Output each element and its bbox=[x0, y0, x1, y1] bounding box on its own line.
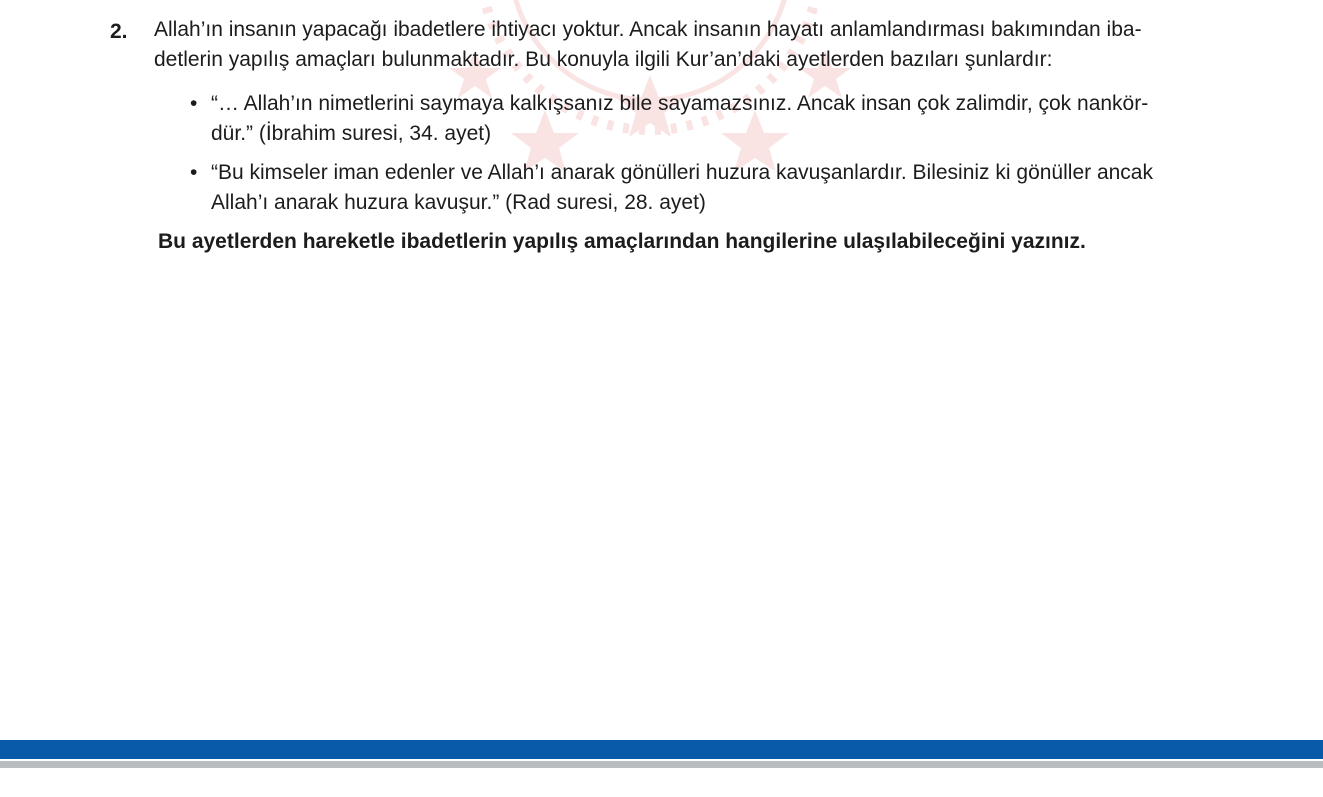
verse-text-line: “Bu kimseler iman edenler ve Allah’ı anarak gönülleri huzura kavuşanlardır. Bilesiniz ki gönüller ancak bbox=[211, 161, 1153, 184]
question-prompt: Bu ayetlerden hareketle ibadetlerin yapılış amaçlarından hangilerine ulaşılabileceğini yazınız. bbox=[158, 230, 1086, 253]
verse-text bbox=[211, 158, 1153, 218]
footer-divider bbox=[0, 761, 1323, 768]
question-number: 2. bbox=[110, 20, 128, 43]
verse-text-line: “… Allah’ın nimetlerini saymaya kalkışsanız bile sayamazsınız. Ancak insan çok zalimdir, çok nankör- bbox=[211, 92, 1149, 115]
verse-text bbox=[211, 89, 1148, 149]
footer-band bbox=[0, 740, 1323, 759]
question-text bbox=[154, 15, 1214, 75]
bullet-icon: • bbox=[190, 161, 198, 184]
verse-text-line: dür.” (İbrahim suresi, 34. ayet) bbox=[211, 122, 492, 145]
question-text-line: detlerin yapılış amaçları bulunmaktadır. Bu konuyla ilgili Kur’an’daki ayetlerden bazıları şunlardır: bbox=[154, 48, 1053, 71]
question-text-line: Allah’ın insanın yapacağı ibadetlere ihtiyacı yoktur. Ancak insanın hayatı anlamlandırması bakımından iba- bbox=[154, 18, 1142, 41]
bullet-icon: • bbox=[190, 92, 198, 115]
verse-text-line: Allah’ı anarak huzura kavuşur.” (Rad suresi, 28. ayet) bbox=[211, 191, 706, 214]
